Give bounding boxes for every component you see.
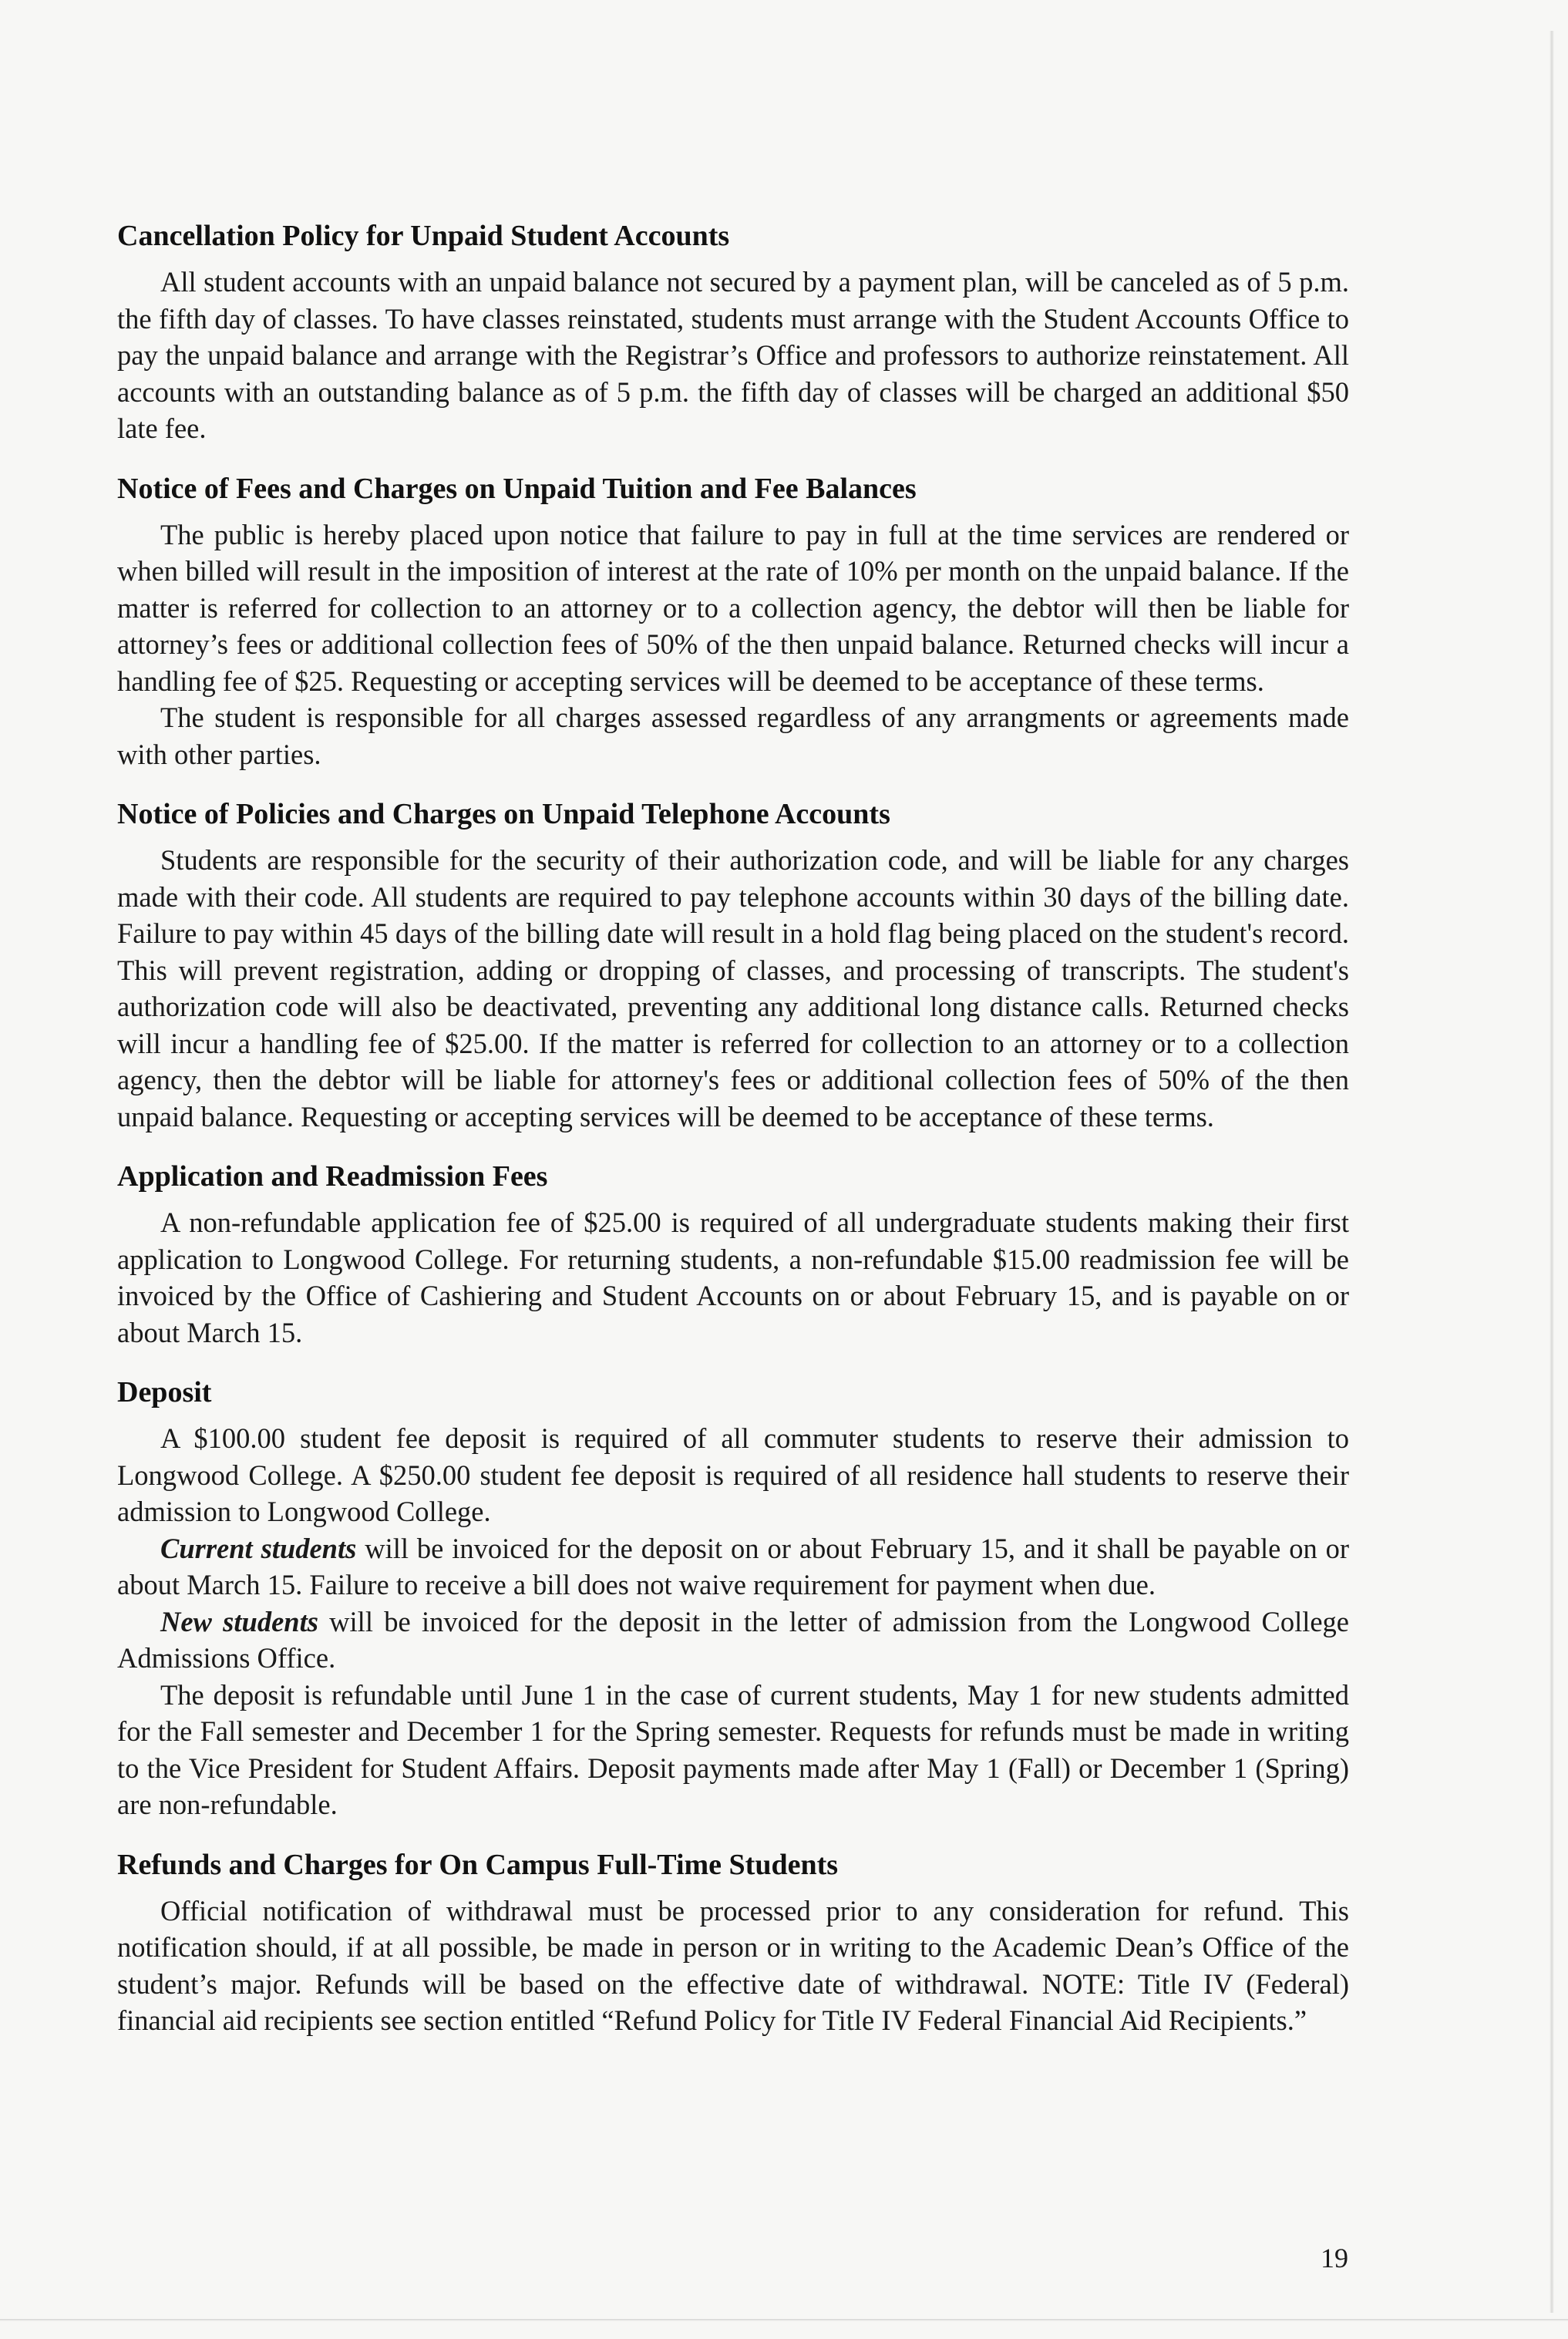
section-deposit [117,1374,1349,1823]
section-heading: Deposit [117,1376,212,1408]
section-heading: Refunds and Charges for On Campus Full-Time Students [117,1848,839,1881]
paragraph: All student accounts with an unpaid balance not secured by a payment plan, will be canceled as of 5 p.m. the fifth day of classes. To have classes reinstated, students must arrange with the Student Accounts Office to pay the unpaid balance and arrange with the Registrar’s Office and professors to authorize reinstatement. All accounts with an outstanding balance as of 5 p.m. the fifth day of classes will be charged an additional $50 late fee. [117,266,1349,444]
paragraph: Students are responsible for the security of their authorization code, and will be liable for any charges made with their code. All students are required to pay telephone accounts within 30 days of the billing date. Failure to pay within 45 days of the billing date will result in a hold flag being placed on the student's record. This will prevent registration, adding or dropping of classes, and processing of transcripts. The student's authorization code will also be deactivated, preventing any additional long distance calls. Returned checks will incur a handling fee of $25.00. If the matter is referred for collection to an attorney or to a collection agency, then the debtor will be liable for attorney's fees or additional collection fees of 50% of the then unpaid balance. Requesting or accepting services will be deemed to be acceptance of these terms. [117,844,1349,1132]
paragraph: A non-refundable application fee of $25.00 is required of all undergraduate students making their first application to Longwood College. For returning students, a non-refundable $15.00 readmission fee will be invoiced by the Office of Cashiering and Student Accounts on or about February 15, and is payable on or about March 15. [117,1207,1349,1348]
document-body [117,217,1349,2062]
section-application-fees [117,1158,1349,1351]
paragraph-text: will be invoiced for the deposit in the letter of admission from the Longwood College Admissions Office. [117,1605,1350,1674]
paragraph: A $100.00 student fee deposit is required of all commuter students to reserve their admission to Longwood College. A $250.00 student fee deposit is required of all residence hall students to reserve their admission to Longwood College. [117,1422,1349,1527]
paragraph [117,1530,1349,1604]
paragraph: The deposit is refundable until June 1 in the case of current students, May 1 for new students admitted for the Fall semester and December 1 for the Spring semester. Requests for refunds must be made in writing to the Vice President for Student Affairs. Deposit payments made after May 1 (Fall) or December 1 (Spring) are non-refundable. [117,1678,1349,1820]
section-refunds [117,1846,1349,2039]
section-heading: Cancellation Policy for Unpaid Student Accounts [117,220,730,252]
paragraph-text: will be invoiced for the deposit on or about February 15, and it shall be payable on or about March 15. Failure to receive a bill does not waive requirement for payment when due. [117,1532,1349,1600]
paragraph: Official notification of withdrawal must be processed prior to any consideration for refund. This notification should, if at all possible, be made in person or in writing to the Academic Dean’s Office of the student’s major. Refunds will be based on the effective date of withdrawal. NOTE: Title IV (Federal) financial aid recipients see section entitled “Refund Policy for Title IV Federal Financial Aid Recipients.” [117,1894,1349,2036]
paragraph: The public is hereby placed upon notice that failure to pay in full at the time services are rendered or when billed will result in the imposition of interest at the rate of 10% per month on the unpaid balance. If the matter is referred for collection to an attorney or to a collection agency, the debtor will then be liable for attorney’s fees or additional collection fees of 50% of the then unpaid balance. Returned checks will incur a handling fee of $25. Requesting or accepting services will be deemed to be acceptance of these terms. [117,518,1349,697]
page-bottom-shadow [0,2319,1568,2321]
section-telephone-accounts [117,796,1349,1135]
section-heading: Notice of Fees and Charges on Unpaid Tuition and Fee Balances [117,472,917,505]
paragraph: The student is responsible for all charges assessed regardless of any arrangments or agreements made with other parties. [117,702,1349,770]
page-edge-shadow [1549,31,1554,2313]
section-heading: Application and Readmission Fees [117,1160,548,1193]
emphasis-current-students: Current students [160,1532,357,1564]
section-heading: Notice of Policies and Charges on Unpaid Telephone Accounts [117,798,890,830]
emphasis-new-students: New students [160,1605,318,1637]
paragraph [117,1604,1349,1677]
page-number: 19 [1321,2243,1348,2273]
section-cancellation-policy [117,217,1349,447]
section-notice-of-fees [117,470,1349,773]
